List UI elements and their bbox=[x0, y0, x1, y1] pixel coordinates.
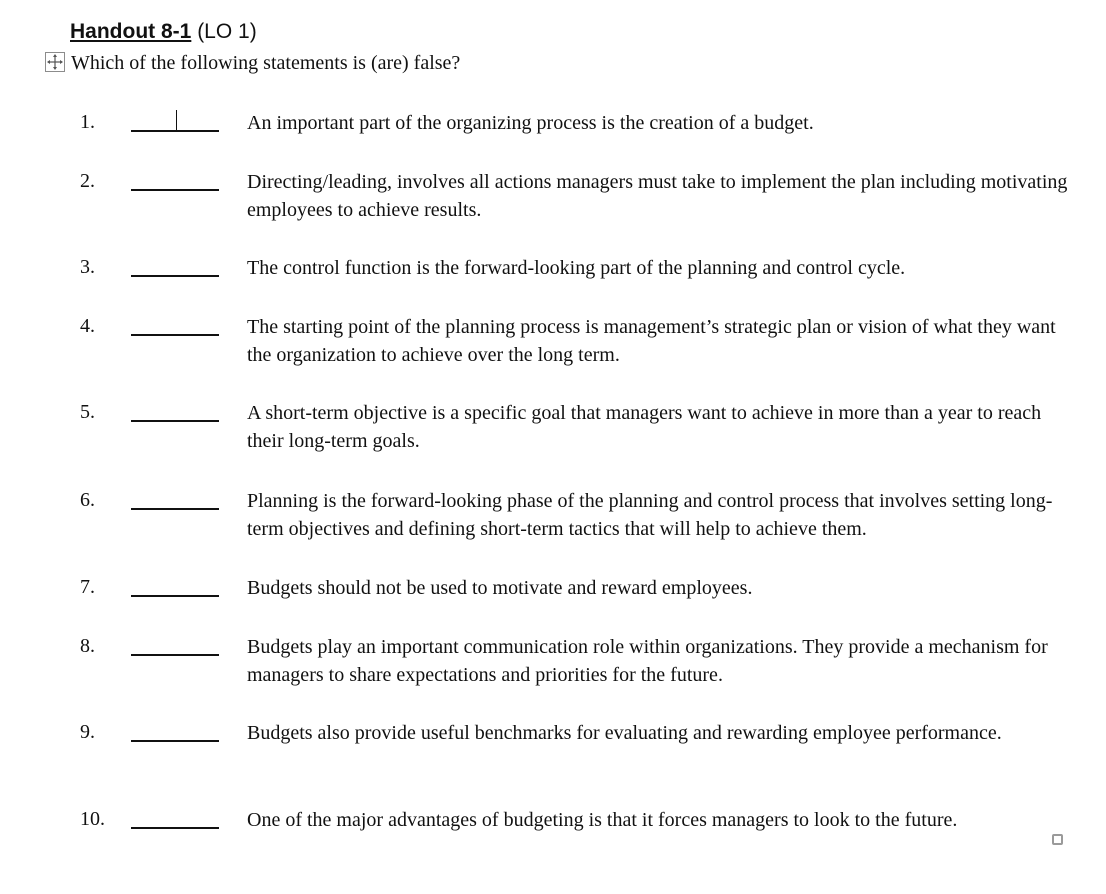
statement-text: The control function is the forward-looking part of the planning and control cycle. bbox=[247, 257, 906, 279]
text-cursor bbox=[176, 110, 177, 131]
statement-row bbox=[0, 719, 1106, 779]
statement-row bbox=[0, 399, 1106, 459]
statement-text: One of the major advantages of budgeting is that it forces managers to look to the future. bbox=[247, 809, 958, 831]
statement-number: 4. bbox=[80, 315, 95, 337]
statement-text: A short-term objective is a specific goal that managers want to achieve in more than a year to reach their long-term goals. bbox=[247, 402, 1042, 452]
statement-row bbox=[0, 633, 1106, 693]
statement-number: 1. bbox=[80, 111, 95, 133]
statement-text: The starting point of the planning process is management’s strategic plan or vision of what they want the organization to achieve over the long term. bbox=[247, 316, 1056, 366]
statement-number: 3. bbox=[80, 256, 95, 278]
statement-text: Budgets play an important communication role within organizations. They provide a mechanism for managers to share expectations and priorities for the future. bbox=[247, 636, 1048, 686]
statement-row bbox=[0, 168, 1106, 228]
answer-blank[interactable] bbox=[131, 334, 219, 336]
move-icon[interactable] bbox=[45, 52, 65, 72]
statement-number: 8. bbox=[80, 635, 95, 657]
answer-blank[interactable] bbox=[131, 595, 219, 597]
statement-row bbox=[0, 487, 1106, 547]
answer-blank[interactable] bbox=[131, 189, 219, 191]
handout-title: Handout 8-1 bbox=[70, 20, 192, 43]
statement-row bbox=[0, 313, 1106, 373]
answer-blank[interactable] bbox=[131, 827, 219, 829]
statement-number: 2. bbox=[80, 170, 95, 192]
answer-blank[interactable] bbox=[131, 275, 219, 277]
answer-blank[interactable] bbox=[131, 508, 219, 510]
statement-number: 7. bbox=[80, 576, 95, 598]
answer-blank[interactable] bbox=[131, 740, 219, 742]
answer-blank[interactable] bbox=[131, 130, 219, 132]
answer-blank[interactable] bbox=[131, 420, 219, 422]
checkbox-icon[interactable] bbox=[1052, 834, 1063, 845]
handout-header bbox=[70, 19, 257, 45]
statement-row bbox=[0, 574, 1106, 634]
statement-number: 10. bbox=[80, 808, 105, 830]
statement-text: Budgets also provide useful benchmarks for evaluating and rewarding employee performance. bbox=[247, 722, 1002, 744]
answer-blank[interactable] bbox=[131, 654, 219, 656]
statement-number: 6. bbox=[80, 489, 95, 511]
statement-text: Directing/leading, involves all actions managers must take to implement the plan including motivating employees to achieve results. bbox=[247, 171, 1068, 221]
statement-number: 9. bbox=[80, 721, 95, 743]
question-prompt: Which of the following statements is (are) false? bbox=[71, 52, 461, 74]
statement-row bbox=[0, 806, 1106, 866]
statement-text: Planning is the forward-looking phase of the planning and control process that involves setting long-term objectives and defining short-term tactics that will help to achieve them. bbox=[247, 490, 1053, 540]
statement-row bbox=[0, 254, 1106, 314]
statement-text: Budgets should not be used to motivate and reward employees. bbox=[247, 577, 753, 599]
statement-text: An important part of the organizing process is the creation of a budget. bbox=[247, 112, 814, 134]
statement-number: 5. bbox=[80, 401, 95, 423]
handout-subtitle: (LO 1) bbox=[197, 20, 257, 43]
statement-row bbox=[0, 109, 1106, 169]
